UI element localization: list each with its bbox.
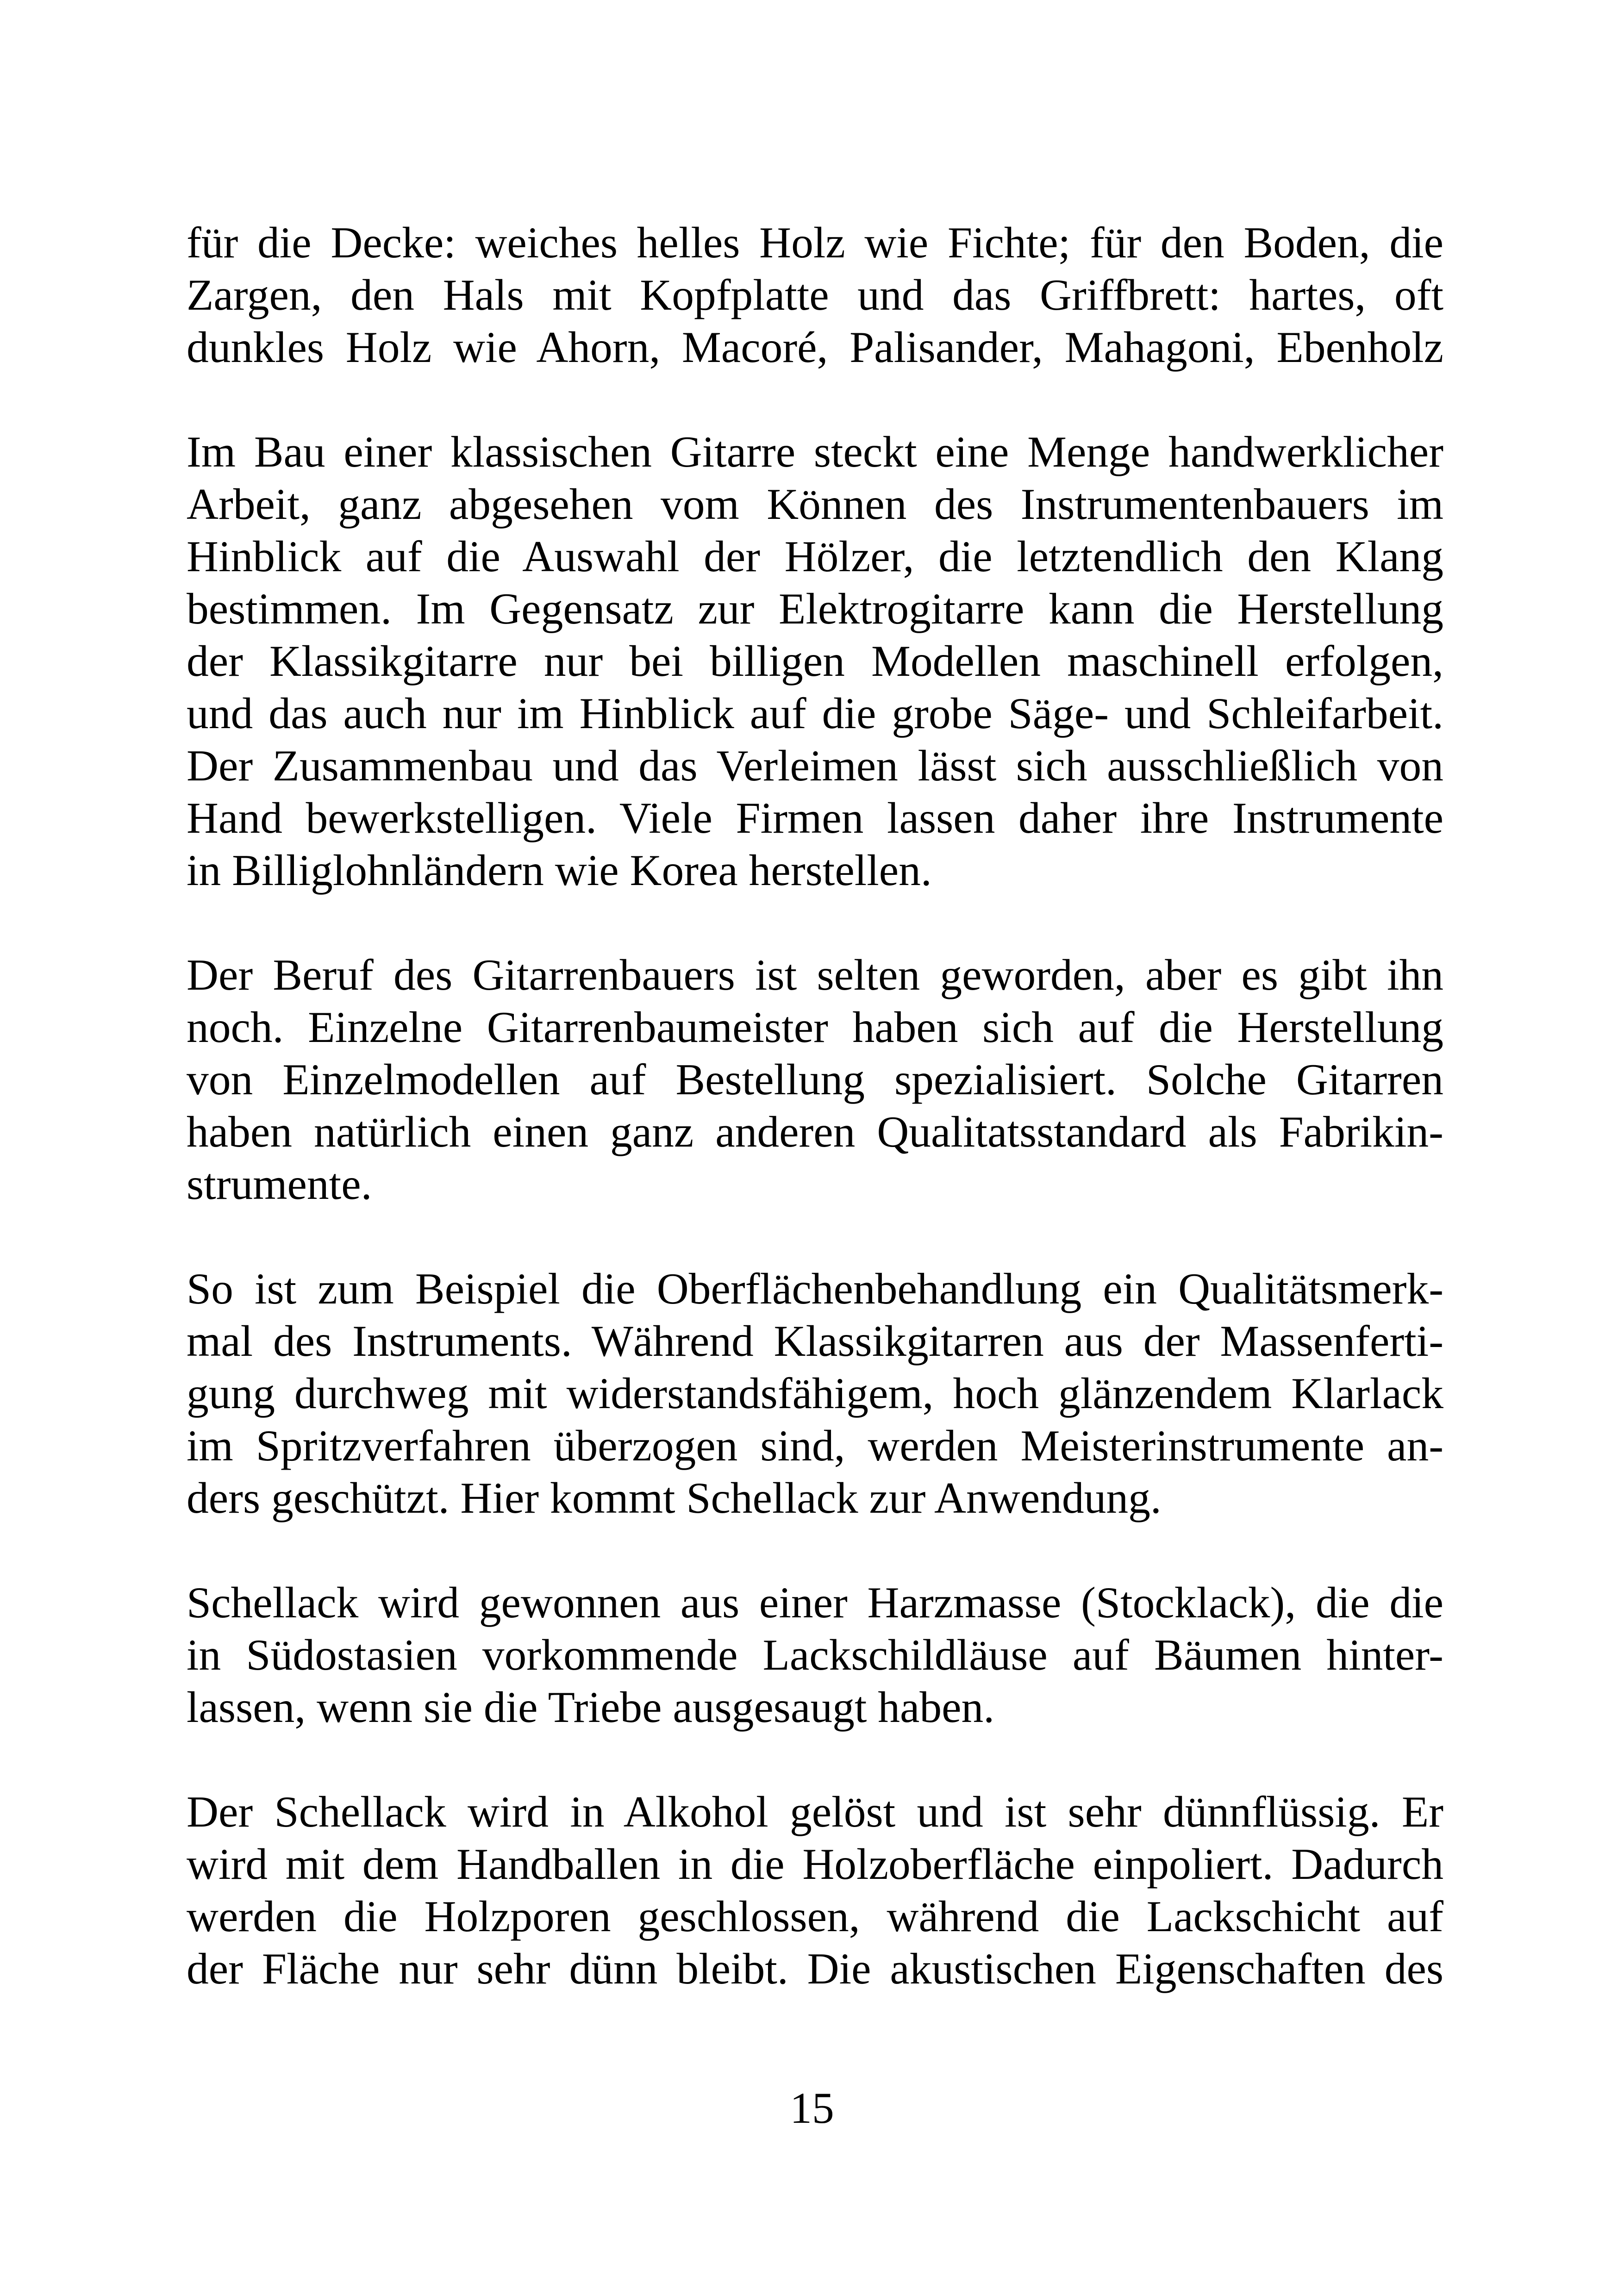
text-line: werden die Holzporen geschlossen, während die Lackschicht auf (187, 1892, 1443, 1941)
text-line: lassen, wenn sie die Triebe ausgesaugt haben. (187, 1683, 995, 1732)
paragraph (187, 1786, 1443, 1995)
text-line: und das auch nur im Hinblick auf die grobe Säge- und Schleifarbeit. (187, 689, 1443, 738)
text-line: bestimmen. Im Gegensatz zur Elektrogitarre kann die Herstellung (187, 584, 1443, 633)
paragraph (187, 217, 1443, 374)
paragraph (187, 1577, 1443, 1734)
text-line: Der Beruf des Gitarrenbauers ist selten geworden, aber es gibt ihn (187, 950, 1443, 999)
text-line: für die Decke: weiches helles Holz wie Fichte; für den Boden, die (187, 218, 1443, 267)
text-line: dunkles Holz wie Ahorn, Macoré, Palisander, Mahagoni, Ebenholz (187, 323, 1443, 372)
text-line: Schellack wird gewonnen aus einer Harzmasse (Stocklack), die die (187, 1578, 1443, 1627)
text-line: der Klassikgitarre nur bei billigen Modellen maschinell erfolgen, (187, 636, 1443, 686)
text-line: ders geschützt. Hier kommt Schellack zur Anwendung. (187, 1473, 1162, 1522)
text-line: Im Bau einer klassischen Gitarre steckt eine Menge handwerklicher (187, 427, 1443, 476)
text-line: der Fläche nur sehr dünn bleibt. Die akustischen Eigenschaften des (187, 1944, 1443, 1993)
paragraph (187, 1263, 1443, 1524)
text-line: strumente. (187, 1160, 372, 1209)
text-line: gung durchweg mit widerstandsfähigem, hoch glänzendem Klarlack (187, 1369, 1443, 1418)
text-line: wird mit dem Handballen in die Holzoberfläche einpoliert. Dadurch (187, 1840, 1443, 1889)
text-line: haben natürlich einen ganz anderen Qualitatsstandard als Fabrikin- (187, 1107, 1443, 1156)
text-line: Zargen, den Hals mit Kopfplatte und das Griffbrett: hartes, oft (187, 270, 1443, 319)
page-number: 15 (790, 2083, 834, 2133)
text-line: in Billiglohnländern wie Korea herstellen. (187, 846, 932, 895)
paragraph (187, 426, 1443, 897)
text-line: noch. Einzelne Gitarrenbaumeister haben sich auf die Herstellung (187, 1003, 1443, 1052)
text-line: mal des Instruments. Während Klassikgitarren aus der Massenferti- (187, 1316, 1443, 1366)
text-line: in Südostasien vorkommende Lackschildläuse auf Bäumen hinter- (187, 1630, 1443, 1679)
text-line: im Spritzverfahren überzogen sind, werden Meisterinstrumente an- (187, 1421, 1443, 1470)
text-line: Der Zusammenbau und das Verleimen lässt sich ausschließlich von (187, 741, 1443, 790)
text-line: So ist zum Beispiel die Oberflächenbehandlung ein Qualitätsmerk- (187, 1264, 1443, 1313)
text-line: Hinblick auf die Auswahl der Hölzer, die letztendlich den Klang (187, 532, 1443, 581)
text-line: von Einzelmodellen auf Bestellung spezialisiert. Solche Gitarren (187, 1055, 1443, 1104)
text-line: Arbeit, ganz abgesehen vom Können des Instrumentenbauers im (187, 480, 1443, 529)
paragraph (187, 949, 1443, 1210)
text-line: Der Schellack wird in Alkohol gelöst und ist sehr dünnflüssig. Er (187, 1787, 1443, 1836)
text-line: Hand bewerkstelligen. Viele Firmen lassen daher ihre Instrumente (187, 793, 1443, 842)
body-text (187, 217, 1443, 2047)
